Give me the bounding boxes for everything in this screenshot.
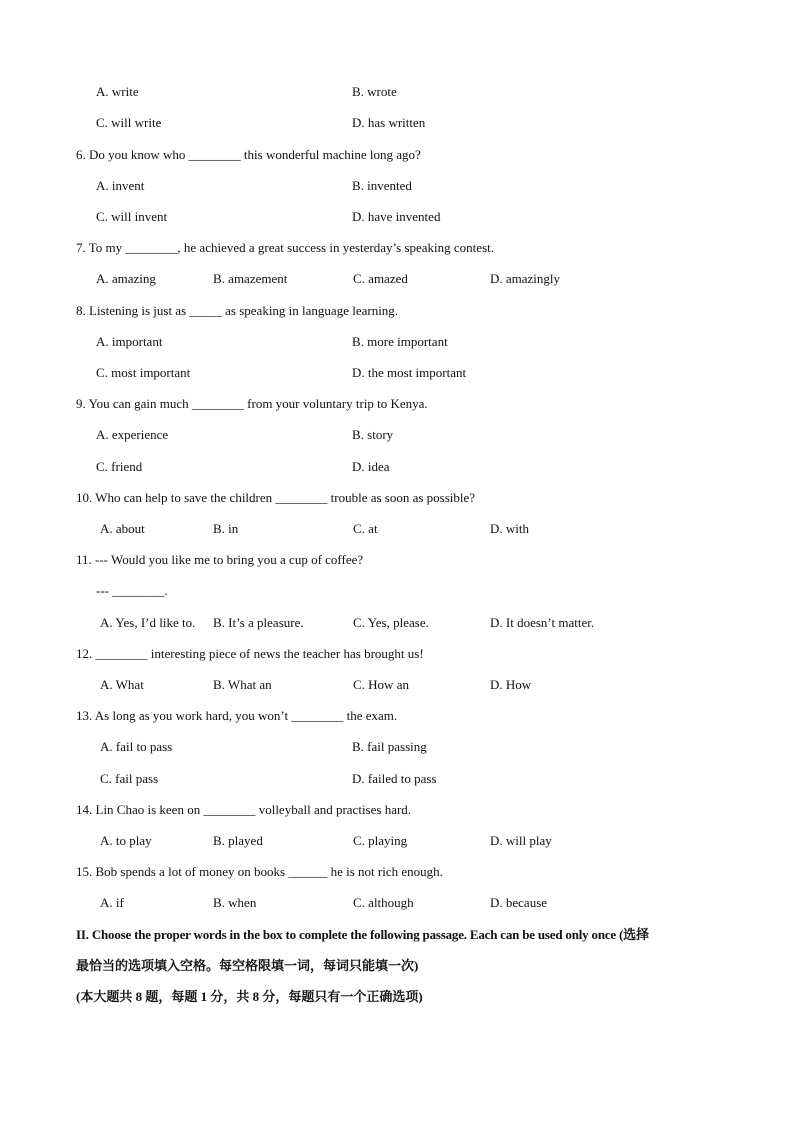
q8-option-b: B. more important [352,334,448,349]
q15-option-d: D. because [490,895,548,910]
q6-option-b: B. invented [352,178,412,193]
q13-option-d: D. failed to pass [352,771,437,786]
q12-stem: 12. ________ interesting piece of news the teacher has brought us! [76,646,424,661]
q14-option-a: A. to play [100,833,152,848]
section-note: (本大题共 8 题，每题 1 分，共 8 分，每题只有一个正确选项) [76,989,423,1004]
q10-option-c: C. at [353,521,378,536]
q13-option-a: A. fail to pass [100,739,173,754]
q10-option-b: B. in [213,521,239,536]
q11-option-a: A. Yes, I’d like to. [100,615,196,630]
q11-response: --- ________. [96,583,168,598]
q11-option-b: B. It’s a pleasure. [213,615,304,630]
q10-option-d: D. with [490,521,529,536]
q13-option-b: B. fail passing [352,739,427,754]
q9-option-a: A. experience [96,427,169,442]
q13-stem: 13. As long as you work hard, you won’t ________ the exam. [76,708,398,723]
q9-option-b: B. story [352,427,394,442]
q6-option-c: C. will invent [96,209,168,224]
q6-option-d: D. have invented [352,209,441,224]
q8-option-a: A. important [96,334,163,349]
q10-stem: 10. Who can help to save the children ________ trouble as soon as possible? [76,490,476,505]
q5-option-a: A. write [96,84,139,99]
q10-option-a: A. about [100,521,145,536]
q5-option-d: D. has written [352,115,426,130]
q15-stem: 15. Bob spends a lot of money on books ______ he is not rich enough. [76,864,443,879]
q14-stem: 14. Lin Chao is keen on ________ volleyball and practises hard. [76,802,412,817]
q9-option-d: D. idea [352,459,390,474]
q9-option-c: C. friend [96,459,143,474]
q11-option-c: C. Yes, please. [353,615,429,630]
q14-option-c: C. playing [353,833,408,848]
q7-option-b: B. amazement [213,271,288,286]
q8-stem: 8. Listening is just as _____ as speaking in language learning. [76,303,399,318]
q9-stem: 9. You can gain much ________ from your voluntary trip to Kenya. [76,396,428,411]
q7-option-c: C. amazed [353,271,408,286]
section-heading-cont: 最恰当的选项填入空格。每空格限填一词，每词只能填一次) [76,958,419,973]
q6-option-a: A. invent [96,178,145,193]
q8-option-d: D. the most important [352,365,467,380]
q6-stem: 6. Do you know who ________ this wonderful machine long ago? [76,147,421,162]
q14-option-d: D. will play [490,833,552,848]
section-heading: II. Choose the proper words in the box to complete the following passage. Each can be used only once (选择 [76,927,649,942]
q7-option-a: A. amazing [96,271,156,286]
q15-option-c: C. although [353,895,414,910]
q15-option-b: B. when [213,895,257,910]
q11-stem: 11. --- Would you like me to bring you a cup of coffee? [76,552,364,567]
q5-option-c: C. will write [96,115,162,130]
q14-option-b: B. played [213,833,263,848]
q7-option-d: D. amazingly [490,271,561,286]
q12-option-d: D. How [490,677,532,692]
q7-stem: 7. To my ________, he achieved a great success in yesterday’s speaking contest. [76,240,494,255]
q13-option-c: C. fail pass [100,771,159,786]
q11-option-d: D. It doesn’t matter. [490,615,595,630]
q8-option-c: C. most important [96,365,191,380]
q12-option-a: A. What [100,677,144,692]
q12-option-b: B. What an [213,677,272,692]
q12-option-c: C. How an [353,677,409,692]
q5-option-b: B. wrote [352,84,397,99]
q15-option-a: A. if [100,895,124,910]
